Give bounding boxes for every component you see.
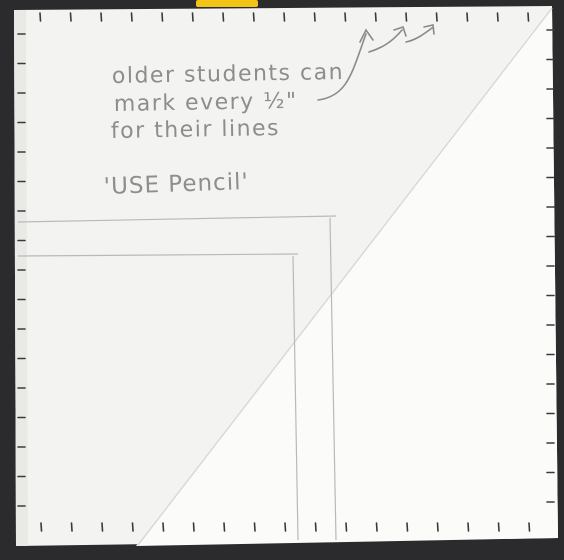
tick-bottom bbox=[133, 523, 134, 531]
tick-bottom bbox=[224, 523, 225, 531]
tick-top bbox=[528, 13, 529, 21]
tick-top bbox=[315, 13, 316, 21]
tick-bottom bbox=[255, 523, 256, 531]
paper-shadow bbox=[14, 10, 28, 546]
tick-top bbox=[254, 13, 255, 21]
tick-top bbox=[162, 13, 163, 21]
tick-top bbox=[376, 13, 377, 21]
tick-bottom bbox=[499, 523, 500, 531]
tick-top bbox=[223, 13, 224, 21]
tick-bottom bbox=[163, 523, 164, 531]
tick-bottom bbox=[316, 523, 317, 531]
tick-top bbox=[40, 13, 41, 21]
tick-bottom bbox=[438, 523, 439, 531]
tick-bottom bbox=[377, 523, 378, 531]
tick-top bbox=[437, 13, 438, 21]
tick-bottom bbox=[72, 523, 73, 531]
tick-top bbox=[71, 13, 72, 21]
tick-top bbox=[498, 13, 499, 21]
tick-bottom bbox=[529, 523, 530, 531]
note-line-3: for their lines bbox=[110, 116, 281, 144]
tick-top bbox=[284, 13, 285, 21]
tick-top bbox=[345, 13, 346, 21]
tick-top bbox=[467, 13, 468, 21]
note-line-2: mark every ½" bbox=[113, 88, 298, 117]
tick-top bbox=[101, 13, 102, 21]
tick-bottom bbox=[194, 523, 195, 531]
tick-bottom bbox=[285, 523, 286, 531]
tick-bottom bbox=[468, 523, 469, 531]
tick-bottom bbox=[41, 523, 42, 531]
tick-bottom bbox=[407, 523, 408, 531]
tick-top bbox=[193, 13, 194, 21]
yellow-clip bbox=[196, 0, 258, 7]
tick-bottom bbox=[346, 523, 347, 531]
note-line-1: older students can bbox=[111, 59, 345, 89]
tick-top bbox=[132, 13, 133, 21]
tick-top bbox=[406, 13, 407, 21]
tick-bottom bbox=[102, 523, 103, 531]
use-pencil-reminder: 'USE Pencil' bbox=[103, 168, 250, 200]
